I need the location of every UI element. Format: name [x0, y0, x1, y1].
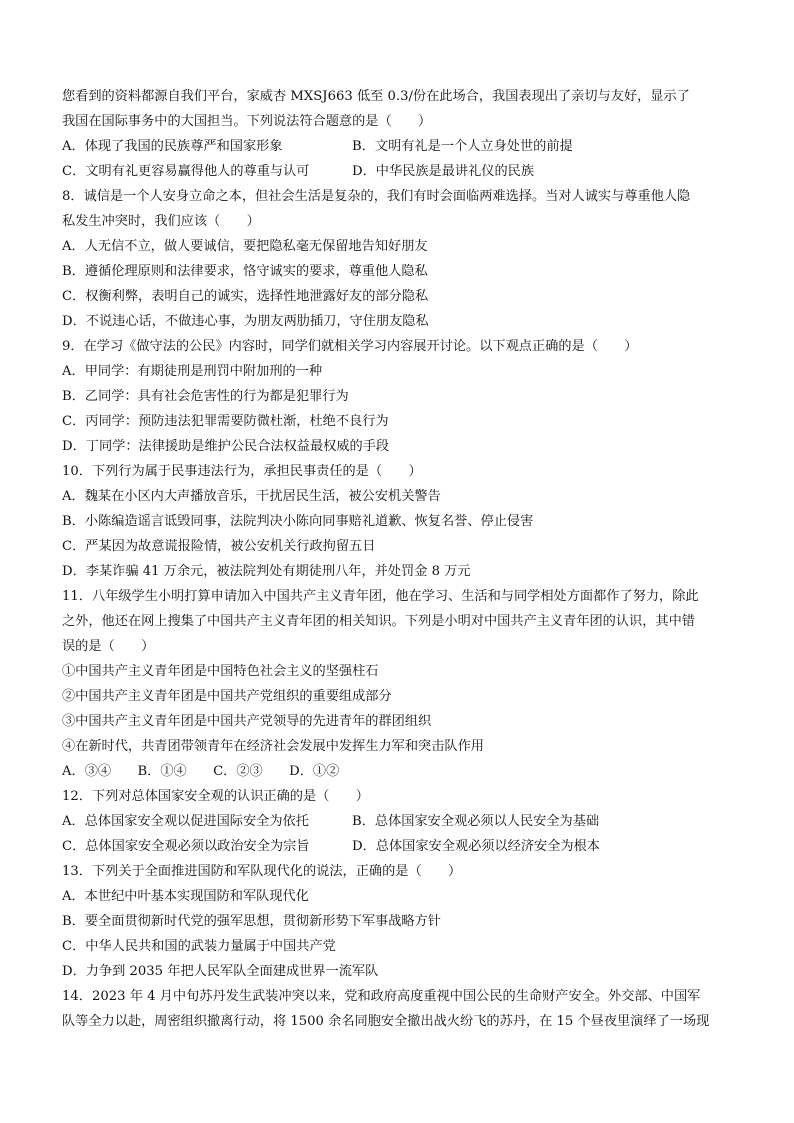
question-8-stem: 8．诚信是一个人安身立命之本，但社会生活是复杂的，我们有时会面临两难选择。当对人诚实与尊重他人隐	[62, 189, 691, 204]
option-a: A．总体国家安全观以促进国际安全为依托	[62, 814, 309, 829]
option-a: A．甲同学：有期徒刑是刑罚中附加刑的一种	[62, 364, 323, 379]
option-row: A．③④ B．①④ C．②③ D．①②	[62, 764, 340, 779]
option-d: D．李某诈骗 41 万余元，被法院判处有期徒刑八年，并处罚金 8 万元	[62, 564, 471, 579]
question-11-stem: 之外，他还在网上搜集了中国共产主义青年团的相关知识。下列是小明对中国共产主义青年团的认识，其中错	[62, 614, 695, 629]
question-9-stem: 9．在学习《做守法的公民》内容时，同学们就相关学习内容展开讨论。以下观点正确的是（ ）	[62, 339, 638, 354]
option-b: B．总体国家安全观必须以人民安全为基础	[352, 814, 600, 829]
option-b: B．小陈编造谣言诋毁同事，法院判决小陈向同事赔礼道歉、恢复名誉、停止侵害	[62, 514, 534, 529]
question-11-stem: 误的是（ ）	[62, 639, 155, 654]
option-row	[62, 810, 744, 834]
option-row	[62, 160, 744, 184]
question-10-stem: 10．下列行为属于民事违法行为，承担民事责任的是（ ）	[62, 464, 422, 479]
question-13-stem: 13．下列关于全面推进国防和军队现代化的说法，正确的是（ ）	[62, 864, 462, 879]
option-a: A．人无信不立，做人要诚信，要把隐私毫无保留地告知好朋友	[62, 239, 428, 254]
option-a: A．体现了我国的民族尊严和国家形象	[62, 139, 283, 154]
option-d: D．力争到 2035 年把人民军队全面建成世界一流军队	[62, 964, 379, 979]
option-c: C．权衡利弊，表明自己的诚实，选择性地泄露好友的部分隐私	[62, 289, 429, 304]
option-row	[62, 835, 744, 859]
question-11-stem: 11．八年级学生小明打算申请加入中国共产主义青年团，他在学习、生活和与同学相处方面都作了努力，除此	[62, 589, 699, 604]
option-b: B．文明有礼是一个人立身处世的前提	[352, 139, 573, 154]
option-a: A．魏某在小区内大声播放音乐，干扰居民生活，被公安机关警告	[62, 489, 441, 504]
option-c: C．总体国家安全观必须以政治安全为宗旨	[62, 839, 310, 854]
option-row	[62, 135, 744, 159]
option-c: C．中华人民共和国的武装力量属于中国共产党	[62, 939, 336, 954]
option-d: D．丁同学：法律援助是维护公民合法权益最权威的手段	[62, 439, 390, 454]
statement-3: ③中国共产主义青年团是中国共产党领导的先进青年的群团组织	[62, 714, 432, 729]
statement-4: ④在新时代，共青团带领青年在经济社会发展中发挥生力军和突击队作用	[62, 739, 484, 754]
option-b: B．遵循伦理原则和法律要求，恪守诚实的要求，尊重他人隐私	[62, 264, 428, 279]
option-a: A．本世纪中叶基本实现国防和军队现代化	[62, 889, 309, 904]
option-d: D．中华民族是最讲礼仪的民族	[352, 164, 535, 179]
question-8-stem: 私发生冲突时，我们应该（ ）	[62, 214, 260, 229]
statement-2: ②中国共产主义青年团是中国共产党组织的重要组成部分	[62, 689, 392, 704]
question-14-stem: 14．2023 年 4 月中旬苏丹发生武装冲突以来，党和政府高度重视中国公民的生命财产安全。外交部、中国军	[62, 989, 701, 1004]
option-b: B．乙同学：具有社会危害性的行为都是犯罪行为	[62, 389, 349, 404]
option-c: C．严某因为故意谎报险情，被公安机关行政拘留五日	[62, 539, 376, 554]
option-d: D．不说违心话，不做违心事，为朋友两肋插刀，守住朋友隐私	[62, 314, 429, 329]
question-14-stem: 队等全力以赴，周密组织撤离行动，将 1500 余名同胞安全撤出战火纷飞的苏丹，在 15 个昼夜里演绎了一场现	[62, 1014, 710, 1029]
question-12-stem: 12．下列对总体国家安全观的认识正确的是（ ）	[62, 789, 369, 804]
text-line: 您看到的资料都源自我们平台，家威杏 MXSJ663 低至 0.3/份在此场合，我国表现出了亲切与友好，显示了	[62, 89, 690, 104]
option-d: D．总体国家安全观必须以经济安全为根本	[352, 839, 600, 854]
option-b: B．要全面贯彻新时代党的强军思想，贯彻新形势下军事战略方针	[62, 914, 441, 929]
option-c: C．文明有礼更容易赢得他人的尊重与认可	[62, 164, 310, 179]
question-stem: 我国在国际事务中的大国担当。下列说法符合题意的是（ ）	[62, 114, 432, 129]
statement-1: ①中国共产主义青年团是中国特色社会主义的坚强柱石	[62, 664, 379, 679]
option-c: C．丙同学：预防违法犯罪需要防微杜渐，杜绝不良行为	[62, 414, 389, 429]
